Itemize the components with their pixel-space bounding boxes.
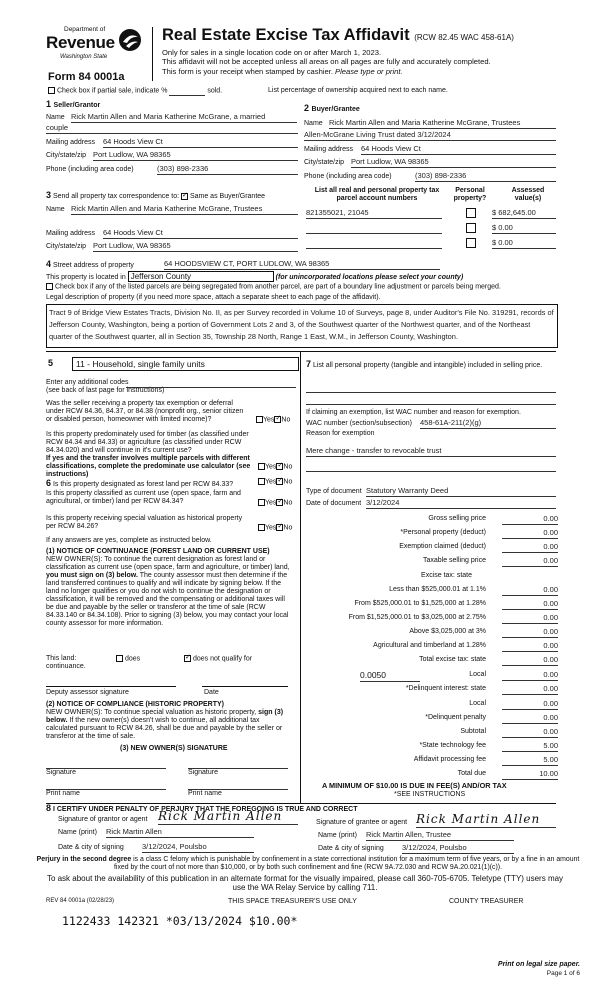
- list-pct-note: List percentage of ownership acquired next to each name.: [268, 87, 448, 94]
- grantee-date-field[interactable]: 3/12/2024, Poulsbo: [402, 844, 514, 854]
- cashier-stamp: 1122433 142321 *03/13/2024 $10.00*: [62, 914, 298, 928]
- grantor-name-field[interactable]: Rick Martin Allen: [106, 828, 254, 838]
- logo-revenue: Revenue: [46, 33, 115, 52]
- tax-row: Local 0.00: [469, 670, 558, 679]
- seller-name-line2[interactable]: couple: [46, 124, 298, 134]
- buyer-heading: 2 Buyer/Grantee: [304, 103, 360, 113]
- county-select[interactable]: Jefferson County: [128, 271, 274, 282]
- ask-note: To ask about the availability of this publication in an alternate format for the visually impaired, please call 360-705-6705. Teletype (TTY) users may use the WA Relay Service by calling 711.: [46, 874, 564, 892]
- parcel-no-1[interactable]: 821355021, 21045: [306, 209, 442, 219]
- buyer-mail-row: Mailing address 64 Hoods View Ct: [304, 146, 556, 154]
- note-2: This affidavit will not be accepted unless all areas on all pages are fully and accurately completed.: [162, 57, 491, 67]
- tax-row: *Delinquent interest: state 0.00: [405, 684, 558, 693]
- tax-amount[interactable]: 0.00: [502, 543, 558, 553]
- seller-mail-row: Mailing address 64 Hoods View Ct: [46, 139, 298, 147]
- revenue-swirl-icon: [118, 28, 142, 52]
- buyer-mail-field[interactable]: 64 Hoods View Ct: [361, 145, 556, 155]
- parcel-no-3[interactable]: [306, 239, 442, 249]
- sec6-q3: Is this property receiving special valuation as historical property per RCW 84.26? Yes✓ No: [46, 515, 296, 531]
- revenue-logo: [46, 26, 146, 70]
- tax-row: *Personal property (deduct) 0.00: [400, 528, 558, 537]
- grantor-name-row: Name (print) Rick Martin Allen: [58, 829, 300, 837]
- buyer-phone-row: Phone (including area code) (303) 898-2336: [304, 173, 556, 181]
- sec6-q3-yes[interactable]: [258, 524, 265, 531]
- buyer-phone-field[interactable]: (303) 898-2336: [415, 172, 556, 182]
- seller-heading: 1 Seller/Grantor: [46, 99, 101, 109]
- minimum-due-note: A MINIMUM OF $10.00 IS DUE IN FEE(S) AND/OR TAX: [322, 781, 507, 790]
- grantee-signature-field[interactable]: [416, 813, 556, 828]
- seller-name-row: Name Rick Martin Allen and Maria Katherine McGrane, a married: [46, 114, 298, 122]
- tax-amount[interactable]: 0.00: [502, 628, 558, 638]
- tax-row: Total due 10.00: [457, 769, 558, 778]
- sec3-label-row: 3 Send all property tax correspondence to: ✓ Same as Buyer/Grantee: [46, 190, 265, 201]
- tax-row: From $1,525,000.01 to $3,025,000 at 2.75% 0.00: [348, 613, 558, 622]
- sec5-q1: Was the seller receiving a property tax exemption or deferral under RCW 84.36, 84.37, or 84.38 (nonprofit org., senior citizen or disabled person, homeowner with limited income)? Yes✓ No: [46, 400, 296, 424]
- grantor-date-field[interactable]: 3/12/2024, Poulsbo: [142, 843, 254, 853]
- grantor-signature-field[interactable]: [158, 810, 298, 825]
- owner-print-2[interactable]: Print name: [188, 780, 288, 798]
- tax-amount[interactable]: 10.00: [502, 770, 558, 780]
- partial-sale-row: Check box if partial sale, indicate % sold.: [48, 87, 222, 96]
- additional-codes-field[interactable]: [126, 379, 296, 388]
- this-land-row: This land: does ✓ does not qualify for continuance.: [46, 655, 296, 671]
- sec3-city-field[interactable]: Port Ludlow, WA 98365: [93, 242, 298, 252]
- sec6-q2: Is this property classified as current use (open space, farm and agricultural, or timber) land per RCW 84.34? Yes✓ No: [46, 490, 296, 506]
- sec4-check-row: Check box if any of the listed parcels are being segregated from another parcel, are part of a boundary line adjustment or parcels being merged.: [46, 283, 501, 291]
- grantee-name-field[interactable]: Rick Martin Allen, Trustee: [366, 831, 514, 841]
- doc-type-row: Type of document Statutory Warranty Deed: [306, 488, 556, 496]
- does-qualify-checkbox[interactable]: [116, 655, 123, 662]
- buyer-name-line2[interactable]: Allen-McGrane Living Trust dated 3/12/2024: [304, 131, 556, 141]
- sec4-county-row: This property is located in Jefferson County (for unincorporated locations please select your county): [46, 272, 464, 281]
- grantee-date-row: Date & city of signing 3/12/2024, Poulsbo: [318, 845, 560, 853]
- same-as-buyer-checkbox[interactable]: [181, 193, 188, 200]
- excise-state-label: Excise tax: state: [421, 572, 472, 579]
- see-instructions: *SEE INSTRUCTIONS: [394, 791, 466, 798]
- sec3-mail-field[interactable]: 64 Hoods View Ct: [103, 229, 298, 239]
- does-not-qualify-checkbox[interactable]: [184, 655, 191, 662]
- personal-property-checkbox-1[interactable]: [466, 208, 476, 218]
- perjury-note: Perjury in the second degree is a class C felony which is punishable by confinement in a state correctional institution for a maximum term of five years, or by a fine in an amount fixed by the court of not more than $10,000, or by both such confinement and fine (RCW 9A.72.030 and RCW 9A.20.021(1)(c)).: [36, 856, 580, 871]
- reason-label: Reason for exemption: [306, 430, 375, 437]
- sec3-name-row: Name Rick Martin Allen and Maria Katherine McGrane, Trustees: [46, 206, 298, 214]
- tax-amount[interactable]: 0.00: [502, 614, 558, 624]
- seller-name-field[interactable]: Rick Martin Allen and Maria Katherine McGrane, a married: [71, 113, 297, 123]
- tax-row: Local 0.00: [469, 699, 558, 708]
- personal-property-field[interactable]: [306, 384, 556, 393]
- tax-row: Subtotal 0.00: [460, 727, 558, 736]
- grantee-signature-scrawl: Rick Martin Allen: [416, 812, 541, 826]
- note-1: Only for sales in a single location code on or after March 1, 2023.: [162, 48, 382, 57]
- tax-row: Less than $525,000.01 at 1.1% 0.00: [389, 585, 558, 594]
- tax-amount[interactable]: 0.00: [502, 671, 558, 681]
- new-owner-signature-head: (3) NEW OWNER(S) SIGNATURE: [120, 745, 228, 752]
- segregated-parcels-checkbox[interactable]: [46, 283, 53, 290]
- form-number: Form 84 0001a: [48, 71, 125, 83]
- tax-amount[interactable]: 5.00: [502, 756, 558, 766]
- certify-heading: 8 I CERTIFY UNDER PENALTY OF PERJURY THAT THE FOREGOING IS TRUE AND CORRECT: [46, 803, 358, 813]
- grantor-sig-row: Signature of grantor or agent Rick Martin Allen: [58, 816, 300, 824]
- legal-desc-label: Legal description of property (if you need more space, attach a separate sheet to each page of the affidavit).: [46, 294, 381, 301]
- seller-mail-field[interactable]: 64 Hoods View Ct: [103, 138, 298, 148]
- tax-amount[interactable]: 0.00: [502, 600, 558, 610]
- grantee-sig-row: Signature of grantee or agent Rick Martin Allen: [316, 819, 558, 827]
- partial-pct-field[interactable]: [169, 87, 205, 96]
- wac-number-field[interactable]: 458-61A-211(2)(g): [420, 419, 556, 429]
- parcel-no-2[interactable]: [306, 224, 442, 234]
- logo-state: Washington State: [60, 54, 108, 60]
- tax-row: *State technology fee 5.00: [419, 741, 558, 750]
- sec5-num: 5: [48, 358, 54, 368]
- doc-date-row: Date of document 3/12/2024: [306, 500, 556, 508]
- partial-sale-checkbox[interactable]: [48, 87, 55, 94]
- tax-amount[interactable]: 0.00: [502, 700, 558, 710]
- sec6-q1: 6 Is this property designated as forest land per RCW 84.33? Yes✓ No: [46, 478, 296, 489]
- tax-row: Exemption claimed (deduct) 0.00: [399, 542, 558, 551]
- tax-amount[interactable]: 0.00: [502, 642, 558, 652]
- tax-row: *Delinquent penalty 0.00: [425, 713, 558, 722]
- legal-size-note: Print on legal size paper.: [497, 961, 580, 968]
- additional-codes-row: Enter any additional codes (see back of last page for instructions): [46, 379, 296, 395]
- tax-amount[interactable]: 0.00: [502, 728, 558, 738]
- form-title: [162, 26, 514, 45]
- page-number: Page 1 of 6: [546, 970, 580, 977]
- seller-phone-row: Phone (including area code) (303) 898-2336: [46, 166, 298, 174]
- reason-field-2[interactable]: [306, 463, 556, 472]
- parcel-header-3: Assessed value(s): [511, 187, 545, 203]
- notice-compliance: (2) NOTICE OF COMPLIANCE (HISTORIC PROPERTY) NEW OWNER(S): To continue special valuation as historic property, sign (3) below. If the new owner(s) doesn't wish to continue, all additional tax calculated pursuant to RCW 84.26, shall be due and payable by the seller or transferor at the time of sale.: [46, 701, 284, 741]
- grantee-name-row: Name (print) Rick Martin Allen, Trustee: [318, 832, 560, 840]
- grantor-date-row: Date & city of signing 3/12/2024, Poulsbo: [58, 844, 300, 852]
- header-notes: [162, 48, 491, 76]
- tax-amount[interactable]: 0.00: [502, 685, 558, 695]
- seller-phone-field[interactable]: (303) 898-2336: [157, 165, 298, 175]
- parcel-val-1[interactable]: $ 682,645.00: [492, 209, 556, 219]
- personal-property-checkbox-2[interactable]: [466, 223, 476, 233]
- logo-dept: Department of: [64, 26, 106, 33]
- if-yes-note: If any answers are yes, complete as instructed below.: [46, 537, 212, 544]
- sec5-q2-yes[interactable]: [258, 463, 265, 470]
- title-text: Real Estate Excise Tax Affidavit: [162, 26, 410, 44]
- tax-row: Agricultural and timberland at 1.28% 0.00: [373, 641, 558, 650]
- tax-amount[interactable]: 0.00: [502, 557, 558, 567]
- buyer-city-row: City/state/zip Port Ludlow, WA 98365: [304, 159, 556, 167]
- title-statute: (RCW 82.45 WAC 458-61A): [414, 33, 514, 42]
- rev-number: REV 84 0001a (02/28/23): [46, 898, 115, 904]
- tax-amount[interactable]: 0.00: [502, 515, 558, 525]
- parcel-header-1: List all real and personal property tax parcel account numbers: [314, 187, 440, 203]
- personal-property-field-2[interactable]: [306, 396, 556, 405]
- doc-date-field[interactable]: 3/12/2024: [366, 499, 556, 509]
- buyer-name-field[interactable]: Rick Martin Allen and Maria Katherine McGrane, Trustees: [329, 119, 556, 129]
- tax-amount[interactable]: 0.00: [502, 529, 558, 539]
- tax-amount[interactable]: 0.00: [502, 714, 558, 724]
- deputy-date-label: Date: [204, 689, 219, 696]
- deputy-signature-label: Deputy assessor signature: [46, 689, 129, 696]
- reason-field[interactable]: Mere change - transfer to revocable trust: [306, 447, 556, 457]
- seller-city-field[interactable]: Port Ludlow, WA 98365: [93, 151, 298, 161]
- sec6-q3-no[interactable]: [276, 524, 283, 531]
- sec6-q1-no[interactable]: [276, 478, 283, 485]
- sec5-q2: Is this property predominately used for timber (as classified under RCW 84.34 and 84.33) or agriculture (as classified under RCW 84.34.020) and will continue in it's current use? If yes and the transfer involves multiple parcels with different classifications, complete the predominate use calculator (see instructions) Yes✓ No: [46, 431, 296, 479]
- tax-row: Above $3,025,000 at 3% 0.00: [409, 627, 558, 636]
- grantor-signature-scrawl: Rick Martin Allen: [158, 809, 283, 823]
- county-treasurer: COUNTY TREASURER: [449, 898, 524, 905]
- note-3: This form is your receipt when stamped by cashier. Please type or print.: [162, 66, 403, 76]
- local-rate: 0.0050: [360, 671, 420, 682]
- owner-sig-1[interactable]: Signature: [46, 759, 166, 777]
- seller-city-row: City/state/zip Port Ludlow, WA 98365: [46, 152, 298, 160]
- tax-amount[interactable]: 0.00: [502, 656, 558, 666]
- notice-continuance: (1) NOTICE OF CONTINUANCE (FOREST LAND OR CURRENT USE) NEW OWNER(S): To continue the current designation as forest land or classification as current use (open space, farm and agriculture, or timber) land, you must sign on (3) below. The county assessor must then determine if the land transferred continues to qualify and will indicate by signing below. If the land no longer qualifies or you do not wish to continue the designation or classification, it will be removed and the compensating or additional taxes will be due and payable by the seller or transferor at the time of sale (RCW 84.33.140 or 84.34.108). Prior to signing (3) below, you may contact your local county assessor for more information.: [46, 548, 290, 628]
- buyer-name-row: Name Rick Martin Allen and Maria Katherine McGrane, Trustees: [304, 120, 556, 128]
- sec5-q1-no[interactable]: [274, 416, 281, 423]
- sec5-q1-yes[interactable]: [256, 416, 263, 423]
- tax-row: Taxable selling price 0.00: [422, 556, 558, 565]
- tax-row: Affidavit processing fee 5.00: [413, 755, 558, 764]
- street-address-field[interactable]: 64 HOODSVIEW CT, PORT LUDLOW, WA 98365: [164, 260, 440, 270]
- tax-row: Gross selling price 0.00: [428, 514, 558, 523]
- wac-note: If claiming an exemption, list WAC number and reason for exemption.: [306, 409, 521, 416]
- sec7-label: 7 List all personal property (tangible and intangible) included in selling price.: [306, 359, 543, 369]
- tax-amount[interactable]: 5.00: [502, 742, 558, 752]
- wac-row: WAC number (section/subsection) 458-61A-211(2)(g): [306, 420, 556, 428]
- parcel-val-3[interactable]: $ 0.00: [492, 239, 556, 249]
- tax-row: From $525,000.01 to $1,525,000 at 1.28% 0.00: [354, 599, 558, 608]
- treasurer-space: THIS SPACE TREASURER'S USE ONLY: [228, 898, 357, 905]
- parcel-val-2[interactable]: $ 0.00: [492, 224, 556, 234]
- doc-type-field[interactable]: Statutory Warranty Deed: [366, 487, 556, 497]
- sec6-q1-yes[interactable]: [258, 478, 265, 485]
- sec4-street-row: 4 Street address of property 64 HOODSVIEW CT, PORT LUDLOW, WA 98365: [46, 259, 556, 270]
- sec3-city-row: City/state/zip Port Ludlow, WA 98365: [46, 243, 298, 251]
- owner-sig-2[interactable]: Signature: [188, 759, 288, 777]
- parcel-header-2: Personal property?: [453, 187, 487, 203]
- personal-property-checkbox-3[interactable]: [466, 238, 476, 248]
- sec3-name-field[interactable]: Rick Martin Allen and Maria Katherine McGrane, Trustees: [71, 205, 298, 215]
- sec6-q2-yes[interactable]: [258, 499, 265, 506]
- sec3-mail-row: Mailing address 64 Hoods View Ct: [46, 230, 298, 238]
- tax-row: Total excise tax: state 0.00: [419, 655, 558, 664]
- buyer-city-field[interactable]: Port Ludlow, WA 98365: [351, 158, 556, 168]
- sec6-q2-no[interactable]: [276, 499, 283, 506]
- land-use-code-select[interactable]: 11 - Household, single family units: [72, 357, 299, 371]
- sec5-q2-no[interactable]: [276, 463, 283, 470]
- tax-amount[interactable]: 0.00: [502, 586, 558, 596]
- owner-print-1[interactable]: Print name: [46, 780, 166, 798]
- legal-description-field[interactable]: Tract 9 of Bridge View Estates Tracts, Division No. II, as per Survey recorded in Volume 10 of Surveys, page 8, under Auditor's File No. 319291, records of Jefferson County, Washington, being a portion of Government Lots 2 and 3, of the Southwest quarter of the Northwest quarter, and of the Northeast quarter of the Southwest quarter, all in Section 35, Township 28 North, Range 1 East, W.M., in Jefferson County, Washington.: [46, 304, 558, 348]
